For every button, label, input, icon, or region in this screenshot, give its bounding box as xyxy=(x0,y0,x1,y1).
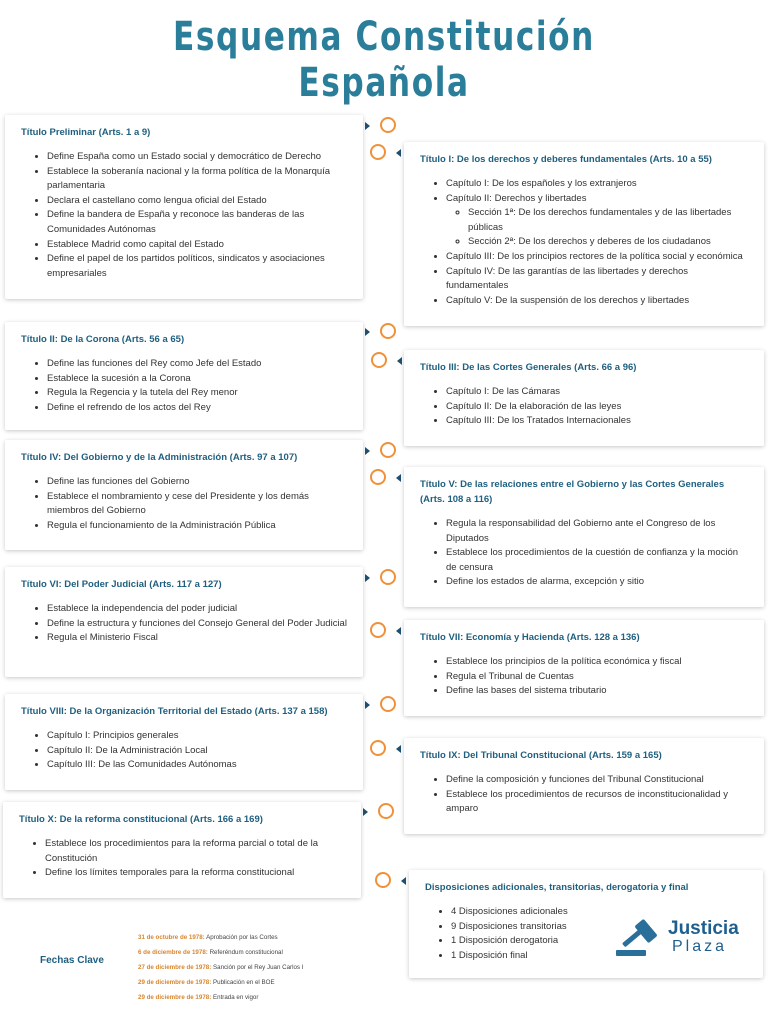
arrow-right-icon xyxy=(365,574,370,582)
card-title: Título I: De los derechos y deberes fundamentales (Arts. 10 a 55) xyxy=(420,154,712,165)
fecha-date: 6 de diciembre de 1978: xyxy=(138,949,208,956)
arrow-left-icon xyxy=(396,627,401,635)
arrow-right-icon xyxy=(365,328,370,336)
list-item: • Define el papel de los partidos políticos, sindicatos y asociaciones empresariales xyxy=(47,252,349,281)
list-item: • Regula el Ministerio Fiscal xyxy=(47,631,349,646)
timeline-ring-icon xyxy=(370,622,386,638)
fecha-text: Sanción por el Rey Juan Carlos I xyxy=(213,964,304,971)
fecha-row xyxy=(138,960,303,975)
card-title: Título X: De la reforma constitucional (Arts. 166 a 169) xyxy=(19,814,263,825)
timeline-ring-icon xyxy=(370,144,386,160)
timeline-ring-icon xyxy=(370,469,386,485)
timeline-ring-icon xyxy=(380,442,396,458)
list-item: • Establece la independencia del poder judicial xyxy=(47,602,349,617)
list-item: • Define la bandera de España y reconoce las banderas de las Comunidades Autónomas xyxy=(47,208,349,237)
fecha-date: 29 de diciembre de 1978: xyxy=(138,994,212,1001)
card-titulo-iii xyxy=(404,350,764,446)
card-titulo-viii xyxy=(5,694,363,790)
list-item: • Define las funciones del Gobierno xyxy=(47,475,349,490)
list-item: • Establece los procedimientos para la reforma parcial o total de la Constitución xyxy=(45,837,347,866)
sub-list-item: ◦ Sección 2ª: De los derechos y deberes de los ciudadanos xyxy=(468,235,750,250)
list-item: • Define la estructura y funciones del Consejo General del Poder Judicial xyxy=(47,617,349,632)
arrow-left-icon xyxy=(397,357,402,365)
arrow-right-icon xyxy=(365,122,370,130)
card-titulo-preliminar xyxy=(5,115,363,299)
list-item: • Define la composición y funciones del Tribunal Constitucional xyxy=(446,773,750,788)
list-item: • Establece la soberanía nacional y la forma política de la Monarquía parlamentaria xyxy=(47,165,349,194)
card-title: Título VI: Del Poder Judicial (Arts. 117 a 127) xyxy=(21,579,222,590)
fecha-text: Aprobación por las Cortes xyxy=(206,934,278,941)
list-item: • Define el refrendo de los actos del Rey xyxy=(47,401,349,416)
list-item: • Capítulo III: De los Tratados Internacionales xyxy=(446,414,750,429)
sub-list-item: ◦ Sección 1ª: De los derechos fundamentales y de las libertades públicas xyxy=(468,206,750,235)
card-titulo-x xyxy=(3,802,361,898)
list-item-text: Capítulo II: Derechos y libertades xyxy=(446,192,587,204)
arrow-right-icon xyxy=(363,808,368,816)
list-item: • Capítulo II: De la elaboración de las leyes xyxy=(446,400,750,415)
card-titulo-ii xyxy=(5,322,363,430)
list-item: • Regula el Tribunal de Cuentas xyxy=(446,670,750,685)
card-titulo-vii xyxy=(404,620,764,716)
fechas-list xyxy=(138,930,303,1005)
timeline-ring-icon xyxy=(371,352,387,368)
fecha-row xyxy=(138,975,303,990)
card-title: Título V: De las relaciones entre el Gobierno y las Cortes Generales (Arts. 108 a 116) xyxy=(420,479,725,505)
timeline-ring-icon xyxy=(380,696,396,712)
card-titulo-i xyxy=(404,142,764,326)
list-item: • Capítulo I: De los españoles y los extranjeros xyxy=(446,177,750,192)
list-item: • Establece Madrid como capital del Estado xyxy=(47,238,349,253)
list-item: • Establece los procedimientos de la cuestión de confianza y la moción de censura xyxy=(446,546,750,575)
fecha-date: 29 de diciembre de 1978: xyxy=(138,979,212,986)
card-title: Título IV: Del Gobierno y de la Administración (Arts. 97 a 107) xyxy=(21,452,298,463)
list-item: • Capítulo IV: De las garantías de las libertades y derechos fundamentales xyxy=(446,265,750,294)
arrow-left-icon xyxy=(396,474,401,482)
card-title: Título Preliminar (Arts. 1 a 9) xyxy=(21,127,151,138)
fecha-row xyxy=(138,945,303,960)
list-item: • Establece el nombramiento y cese del Presidente y los demás miembros del Gobierno xyxy=(47,490,349,519)
list-item: • Define las bases del sistema tributario xyxy=(446,684,750,699)
list-item: • 1 Disposición final xyxy=(451,949,749,964)
logo-text: Plaza xyxy=(672,938,728,955)
card-title: Título IX: Del Tribunal Constitucional (Arts. 159 a 165) xyxy=(420,750,662,761)
timeline-ring-icon xyxy=(370,740,386,756)
list-item: • Regula el funcionamiento de la Administración Pública xyxy=(47,519,349,534)
list-item: • Capítulo III: De los principios rectores de la política social y económica xyxy=(446,250,750,265)
list-item: • Establece los principios de la política económica y fiscal xyxy=(446,655,750,670)
list-item: • Define las funciones del Rey como Jefe del Estado xyxy=(47,357,349,372)
list-item: • Define los límites temporales para la reforma constitucional xyxy=(45,866,347,881)
fecha-text: Publicación en el BOE xyxy=(213,979,275,986)
list-item: • 4 Disposiciones adicionales xyxy=(451,905,749,920)
list-item: • Capítulo V: De la suspensión de los derechos y libertades xyxy=(446,294,750,309)
card-titulo-ix xyxy=(404,738,764,834)
logo-text: Justicia xyxy=(668,918,739,939)
arrow-left-icon xyxy=(401,877,406,885)
list-item: • Declara el castellano como lengua oficial del Estado xyxy=(47,194,349,209)
timeline-ring-icon xyxy=(380,117,396,133)
fechas-clave-label: Fechas Clave xyxy=(40,955,104,966)
list-item: • 1 Disposición derogatoria xyxy=(451,934,749,949)
list-item: • Establece la sucesión a la Corona xyxy=(47,372,349,387)
fecha-date: 27 de diciembre de 1978: xyxy=(138,964,212,971)
timeline-ring-icon xyxy=(375,872,391,888)
card-title: Título II: De la Corona (Arts. 56 a 65) xyxy=(21,334,185,345)
list-item: • Capítulo III: De las Comunidades Autónomas xyxy=(47,758,349,773)
fecha-row xyxy=(138,990,303,1005)
justicia-plaza-logo xyxy=(614,918,754,958)
arrow-right-icon xyxy=(365,447,370,455)
arrow-right-icon xyxy=(365,701,370,709)
card-titulo-iv xyxy=(5,440,363,550)
list-item: • Regula la responsabilidad del Gobierno ante el Congreso de los Diputados xyxy=(446,517,750,546)
timeline-ring-icon xyxy=(378,803,394,819)
timeline-ring-icon xyxy=(380,323,396,339)
card-title: Título III: De las Cortes Generales (Arts. 66 a 96) xyxy=(420,362,637,373)
arrow-left-icon xyxy=(396,745,401,753)
fecha-text: Entrada en vigor xyxy=(213,994,259,1001)
list-item: • 9 Disposiciones transitorias xyxy=(451,920,749,935)
card-titulo-vi xyxy=(5,567,363,677)
list-item: • Define España como un Estado social y democrático de Derecho xyxy=(47,150,349,165)
list-item: • Regula la Regencia y la tutela del Rey menor xyxy=(47,386,349,401)
list-item: • Capítulo II: De la Administración Local xyxy=(47,744,349,759)
page-title: Esquema Constitución Española xyxy=(173,14,595,106)
card-titulo-v xyxy=(404,467,764,607)
fecha-text: Referéndum constitucional xyxy=(209,949,283,956)
card-title: Título VII: Economía y Hacienda (Arts. 128 a 136) xyxy=(420,632,640,643)
arrow-left-icon xyxy=(396,149,401,157)
list-item: • Establece los procedimientos de recursos de inconstitucionalidad y amparo xyxy=(446,788,750,817)
timeline-ring-icon xyxy=(380,569,396,585)
fecha-row xyxy=(138,930,303,945)
list-item: • Capítulo I: De las Cámaras xyxy=(446,385,750,400)
fecha-date: 31 de octubre de 1978: xyxy=(138,934,205,941)
gavel-icon xyxy=(614,918,666,958)
list-item: • Define los estados de alarma, excepción y sitio xyxy=(446,575,750,590)
list-item xyxy=(446,192,750,250)
card-title: Título VIII: De la Organización Territorial del Estado (Arts. 137 a 158) xyxy=(21,706,328,717)
card-title: Disposiciones adicionales, transitorias, derogatoria y final xyxy=(425,882,689,893)
list-item: • Capítulo I: Principios generales xyxy=(47,729,349,744)
